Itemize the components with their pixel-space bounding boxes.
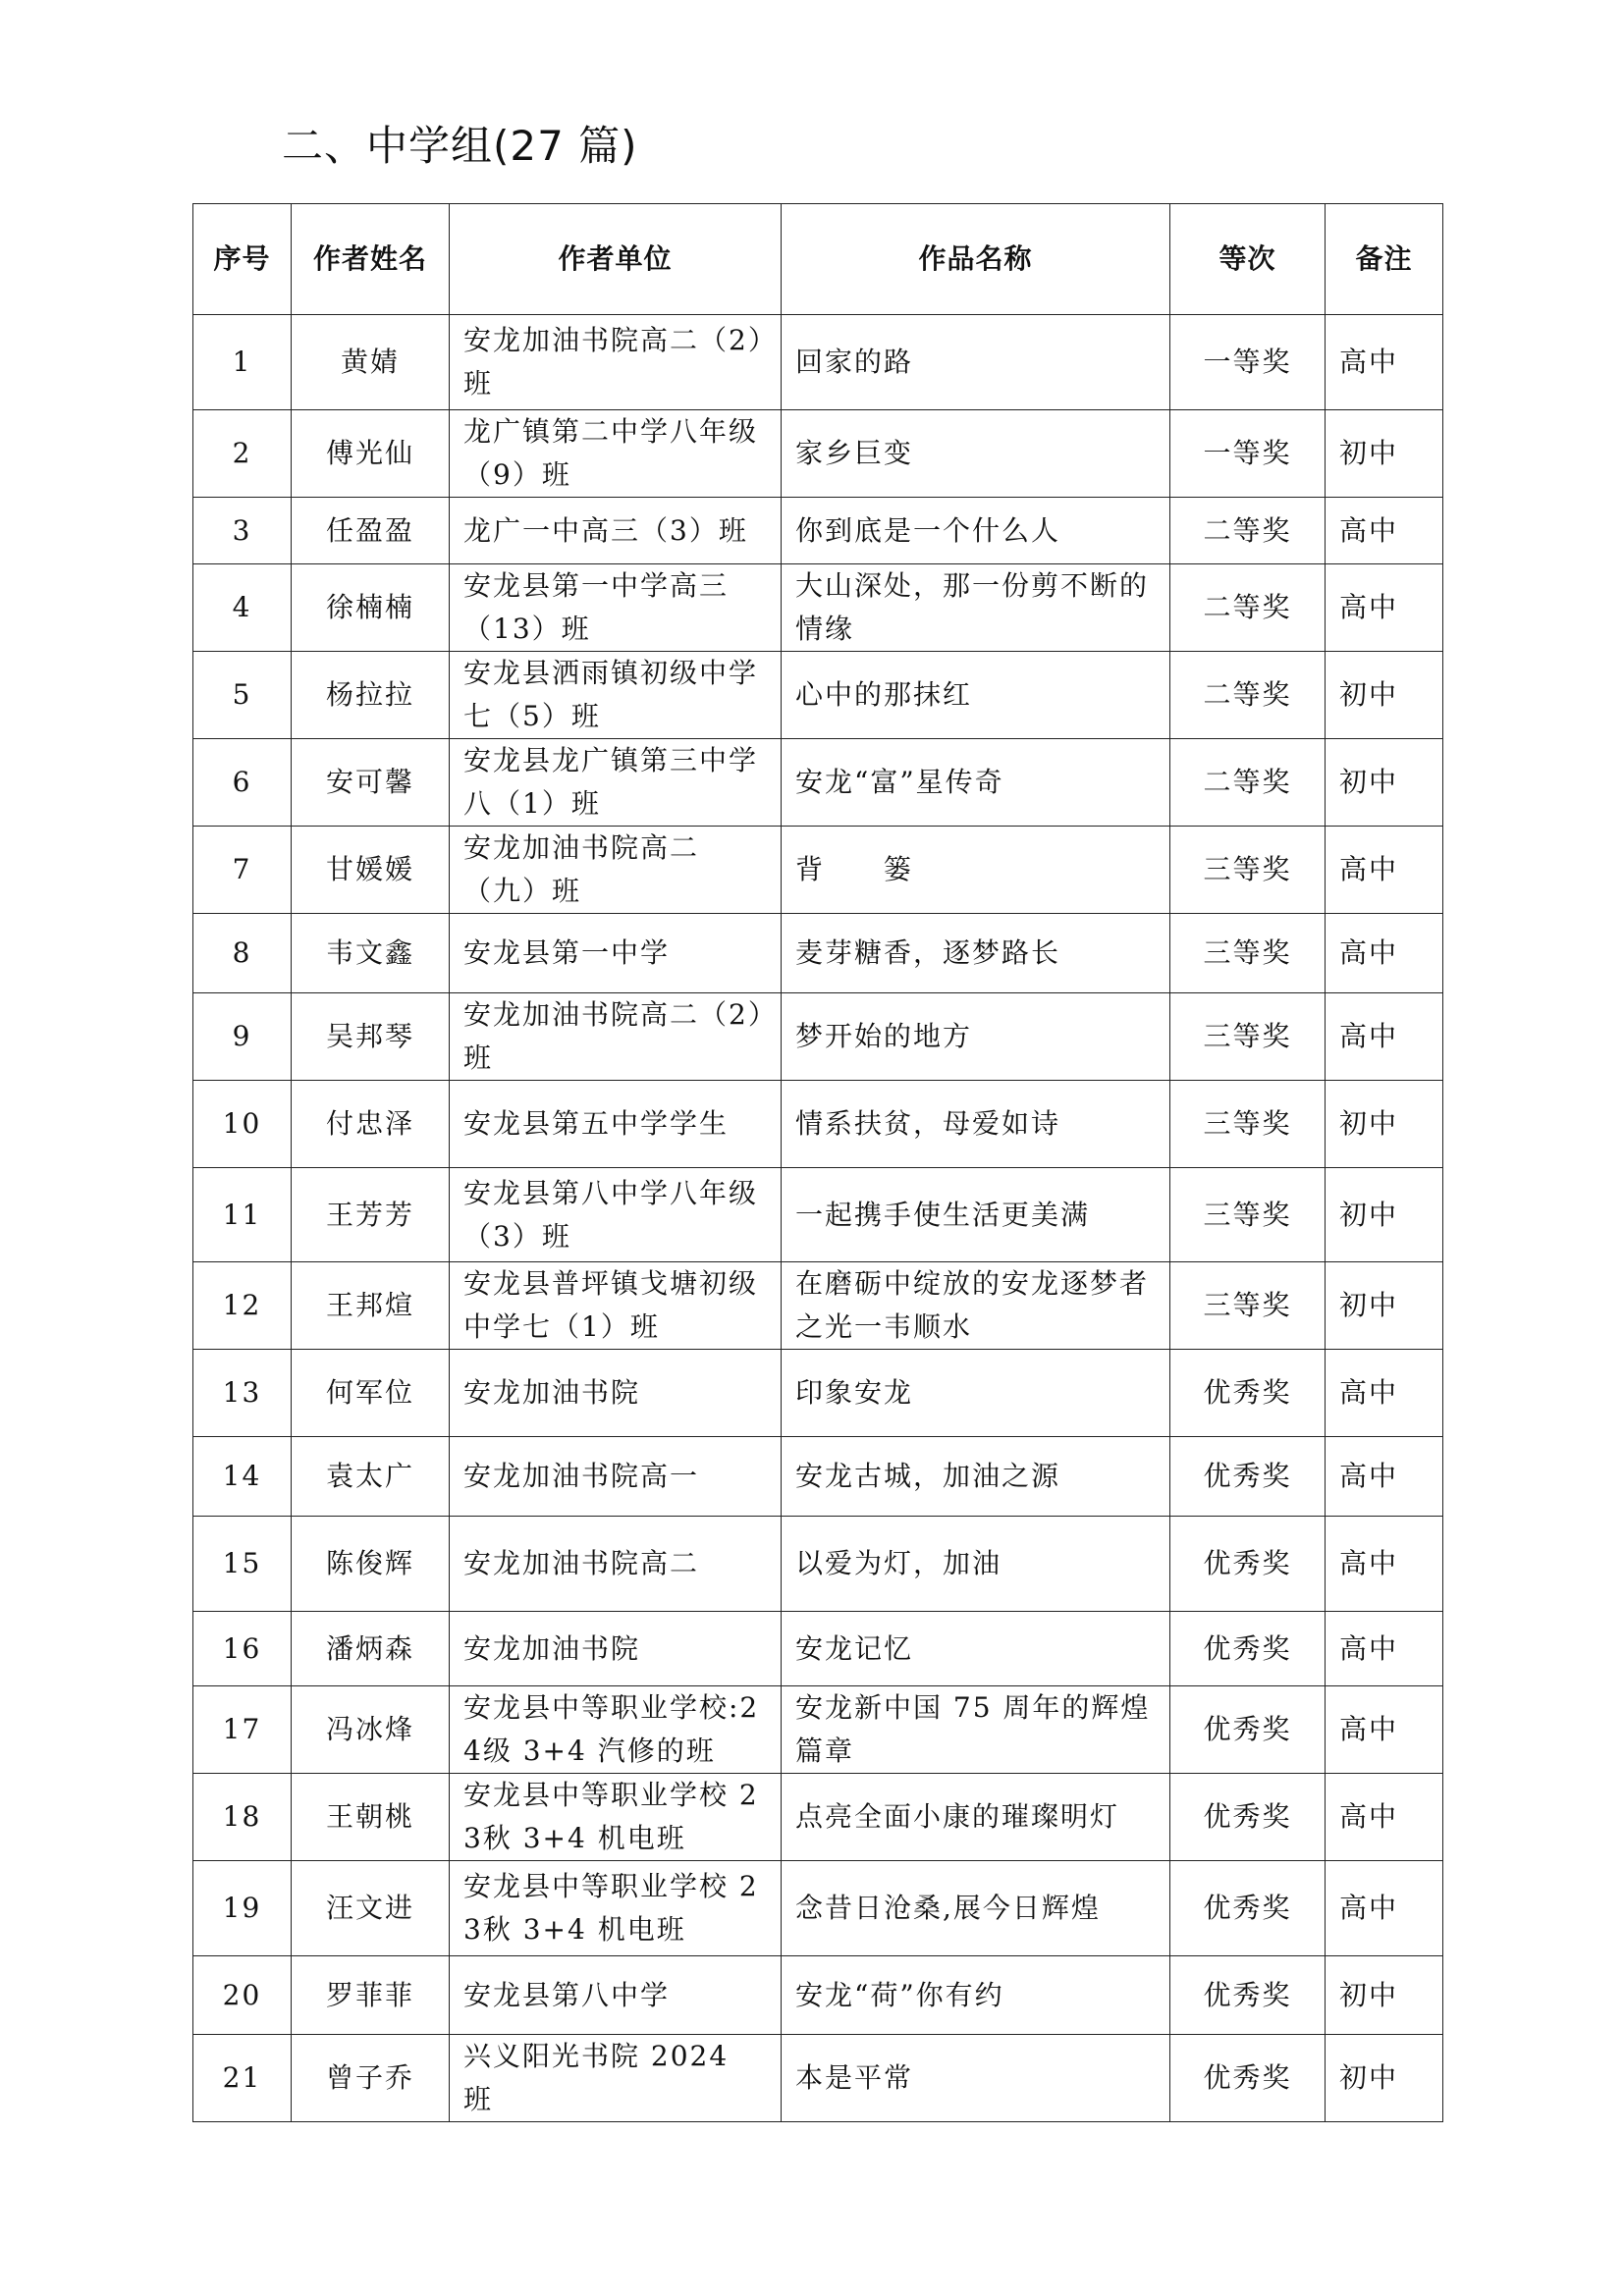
cell-author-unit: 安龙县洒雨镇初级中学七（5）班: [450, 652, 782, 739]
table-row: [193, 827, 1443, 914]
cell-no: 19: [193, 1861, 292, 1956]
cell-work-title: 背 篓: [782, 827, 1170, 914]
cell-author-unit: 安龙加油书院: [450, 1612, 782, 1686]
cell-author-unit: 龙广一中高三（3）班: [450, 498, 782, 564]
table-row: [193, 410, 1443, 498]
header-no: 序号: [193, 204, 292, 315]
cell-note: 高中: [1326, 1437, 1443, 1517]
cell-author-name: 汪文进: [292, 1861, 450, 1956]
cell-author-unit: 安龙加油书院高二（2）班: [450, 993, 782, 1081]
table-row: [193, 739, 1443, 827]
cell-note: 高中: [1326, 1350, 1443, 1437]
cell-author-unit: 安龙县第八中学八年级（3）班: [450, 1168, 782, 1262]
cell-author-name: 甘媛媛: [292, 827, 450, 914]
header-unit: 作者单位: [450, 204, 782, 315]
cell-author-unit: 安龙县第一中学高三（13）班: [450, 564, 782, 652]
cell-note: 高中: [1326, 1861, 1443, 1956]
cell-work-title: 安龙古城，加油之源: [782, 1437, 1170, 1517]
cell-note: 初中: [1326, 1262, 1443, 1350]
cell-author-unit: 安龙县第五中学学生: [450, 1081, 782, 1168]
cell-award-rank: 二等奖: [1170, 739, 1326, 827]
table-row: [193, 1437, 1443, 1517]
cell-author-unit: 兴义阳光书院 2024 班: [450, 2035, 782, 2122]
cell-award-rank: 优秀奖: [1170, 1686, 1326, 1774]
cell-award-rank: 二等奖: [1170, 564, 1326, 652]
cell-work-title: 大山深处，那一份剪不断的情缘: [782, 564, 1170, 652]
cell-note: 高中: [1326, 993, 1443, 1081]
cell-author-name: 王朝桃: [292, 1774, 450, 1861]
cell-no: 1: [193, 315, 292, 410]
cell-work-title: 麦芽糖香，逐梦路长: [782, 914, 1170, 993]
cell-award-rank: 一等奖: [1170, 315, 1326, 410]
cell-work-title: 在磨砺中绽放的安龙逐梦者之光一韦顺水: [782, 1262, 1170, 1350]
cell-author-name: 袁太广: [292, 1437, 450, 1517]
cell-award-rank: 三等奖: [1170, 1262, 1326, 1350]
cell-author-name: 安可馨: [292, 739, 450, 827]
cell-award-rank: 二等奖: [1170, 652, 1326, 739]
cell-award-rank: 优秀奖: [1170, 1517, 1326, 1612]
cell-author-name: 王芳芳: [292, 1168, 450, 1262]
cell-author-name: 王邦煊: [292, 1262, 450, 1350]
award-table: [192, 203, 1443, 2122]
cell-author-unit: 安龙县中等职业学校 23秋 3+4 机电班: [450, 1861, 782, 1956]
header-title: 作品名称: [782, 204, 1170, 315]
cell-author-unit: 安龙加油书院: [450, 1350, 782, 1437]
table-row: [193, 2035, 1443, 2122]
cell-author-unit: 安龙县普坪镇戈塘初级中学七（1）班: [450, 1262, 782, 1350]
table-row: [193, 1081, 1443, 1168]
header-name: 作者姓名: [292, 204, 450, 315]
cell-work-title: 本是平常: [782, 2035, 1170, 2122]
cell-award-rank: 二等奖: [1170, 498, 1326, 564]
cell-note: 初中: [1326, 652, 1443, 739]
cell-work-title: 回家的路: [782, 315, 1170, 410]
cell-author-unit: 安龙县中等职业学校:24级 3+4 汽修的班: [450, 1686, 782, 1774]
cell-no: 9: [193, 993, 292, 1081]
cell-author-name: 何军位: [292, 1350, 450, 1437]
table-row: [193, 1262, 1443, 1350]
cell-no: 10: [193, 1081, 292, 1168]
cell-author-name: 韦文鑫: [292, 914, 450, 993]
table-row: [193, 1774, 1443, 1861]
cell-author-name: 徐楠楠: [292, 564, 450, 652]
cell-note: 初中: [1326, 739, 1443, 827]
cell-no: 21: [193, 2035, 292, 2122]
cell-note: 初中: [1326, 1081, 1443, 1168]
cell-author-unit: 龙广镇第二中学八年级（9）班: [450, 410, 782, 498]
table-header-row: [193, 204, 1443, 315]
section-title: 二、中学组(27 篇): [282, 122, 638, 170]
cell-author-unit: 安龙县中等职业学校 23秋 3+4 机电班: [450, 1774, 782, 1861]
cell-author-name: 付忠泽: [292, 1081, 450, 1168]
cell-award-rank: 三等奖: [1170, 914, 1326, 993]
cell-work-title: 你到底是一个什么人: [782, 498, 1170, 564]
table-row: [193, 564, 1443, 652]
cell-note: 高中: [1326, 1686, 1443, 1774]
cell-award-rank: 三等奖: [1170, 1081, 1326, 1168]
table-row: [193, 914, 1443, 993]
cell-no: 6: [193, 739, 292, 827]
table-row: [193, 1861, 1443, 1956]
cell-award-rank: 优秀奖: [1170, 2035, 1326, 2122]
cell-note: 高中: [1326, 827, 1443, 914]
cell-no: 17: [193, 1686, 292, 1774]
cell-author-name: 吴邦琴: [292, 993, 450, 1081]
cell-note: 高中: [1326, 914, 1443, 993]
cell-work-title: 以爱为灯，加油: [782, 1517, 1170, 1612]
cell-note: 初中: [1326, 2035, 1443, 2122]
cell-no: 7: [193, 827, 292, 914]
cell-no: 16: [193, 1612, 292, 1686]
cell-note: 高中: [1326, 498, 1443, 564]
cell-author-name: 潘炳森: [292, 1612, 450, 1686]
cell-award-rank: 优秀奖: [1170, 1774, 1326, 1861]
cell-no: 18: [193, 1774, 292, 1861]
cell-award-rank: 三等奖: [1170, 827, 1326, 914]
cell-award-rank: 优秀奖: [1170, 1350, 1326, 1437]
cell-award-rank: 一等奖: [1170, 410, 1326, 498]
cell-no: 11: [193, 1168, 292, 1262]
table-row: [193, 993, 1443, 1081]
cell-award-rank: 优秀奖: [1170, 1437, 1326, 1517]
cell-note: 高中: [1326, 315, 1443, 410]
cell-work-title: 心中的那抹红: [782, 652, 1170, 739]
cell-work-title: 点亮全面小康的璀璨明灯: [782, 1774, 1170, 1861]
cell-work-title: 安龙“富”星传奇: [782, 739, 1170, 827]
cell-work-title: 念昔日沧桑,展今日辉煌: [782, 1861, 1170, 1956]
table-row: [193, 1686, 1443, 1774]
cell-author-unit: 安龙加油书院高一: [450, 1437, 782, 1517]
cell-no: 20: [193, 1956, 292, 2035]
cell-author-unit: 安龙加油书院高二（九）班: [450, 827, 782, 914]
header-note: 备注: [1326, 204, 1443, 315]
cell-note: 初中: [1326, 410, 1443, 498]
cell-work-title: 印象安龙: [782, 1350, 1170, 1437]
cell-author-name: 曾子乔: [292, 2035, 450, 2122]
cell-no: 13: [193, 1350, 292, 1437]
table-row: [193, 315, 1443, 410]
cell-no: 3: [193, 498, 292, 564]
cell-author-name: 冯冰烽: [292, 1686, 450, 1774]
cell-work-title: 安龙新中国 75 周年的辉煌篇章: [782, 1686, 1170, 1774]
cell-no: 5: [193, 652, 292, 739]
cell-author-unit: 安龙县第八中学: [450, 1956, 782, 2035]
table-row: [193, 498, 1443, 564]
cell-author-unit: 安龙县龙广镇第三中学八（1）班: [450, 739, 782, 827]
header-rank: 等次: [1170, 204, 1326, 315]
table-row: [193, 1168, 1443, 1262]
cell-no: 2: [193, 410, 292, 498]
table-row: [193, 1956, 1443, 2035]
cell-author-name: 傅光仙: [292, 410, 450, 498]
cell-no: 4: [193, 564, 292, 652]
cell-author-name: 黄婧: [292, 315, 450, 410]
cell-note: 高中: [1326, 564, 1443, 652]
cell-note: 高中: [1326, 1774, 1443, 1861]
cell-award-rank: 优秀奖: [1170, 1612, 1326, 1686]
table-body: [193, 315, 1443, 2122]
cell-work-title: 情系扶贫，母爱如诗: [782, 1081, 1170, 1168]
cell-author-name: 任盈盈: [292, 498, 450, 564]
cell-work-title: 梦开始的地方: [782, 993, 1170, 1081]
cell-note: 初中: [1326, 1956, 1443, 2035]
cell-note: 初中: [1326, 1168, 1443, 1262]
cell-author-name: 陈俊辉: [292, 1517, 450, 1612]
cell-award-rank: 三等奖: [1170, 1168, 1326, 1262]
cell-award-rank: 优秀奖: [1170, 1861, 1326, 1956]
cell-work-title: 安龙记忆: [782, 1612, 1170, 1686]
cell-award-rank: 三等奖: [1170, 993, 1326, 1081]
cell-no: 12: [193, 1262, 292, 1350]
cell-award-rank: 优秀奖: [1170, 1956, 1326, 2035]
cell-work-title: 家乡巨变: [782, 410, 1170, 498]
cell-author-name: 罗菲菲: [292, 1956, 450, 2035]
cell-no: 15: [193, 1517, 292, 1612]
table-row: [193, 652, 1443, 739]
cell-author-unit: 安龙加油书院高二: [450, 1517, 782, 1612]
cell-work-title: 一起携手使生活更美满: [782, 1168, 1170, 1262]
cell-no: 14: [193, 1437, 292, 1517]
cell-author-name: 杨拉拉: [292, 652, 450, 739]
table-row: [193, 1612, 1443, 1686]
table-row: [193, 1517, 1443, 1612]
cell-author-unit: 安龙加油书院高二（2）班: [450, 315, 782, 410]
cell-no: 8: [193, 914, 292, 993]
table-row: [193, 1350, 1443, 1437]
cell-note: 高中: [1326, 1612, 1443, 1686]
cell-work-title: 安龙“荷”你有约: [782, 1956, 1170, 2035]
cell-author-unit: 安龙县第一中学: [450, 914, 782, 993]
cell-note: 高中: [1326, 1517, 1443, 1612]
